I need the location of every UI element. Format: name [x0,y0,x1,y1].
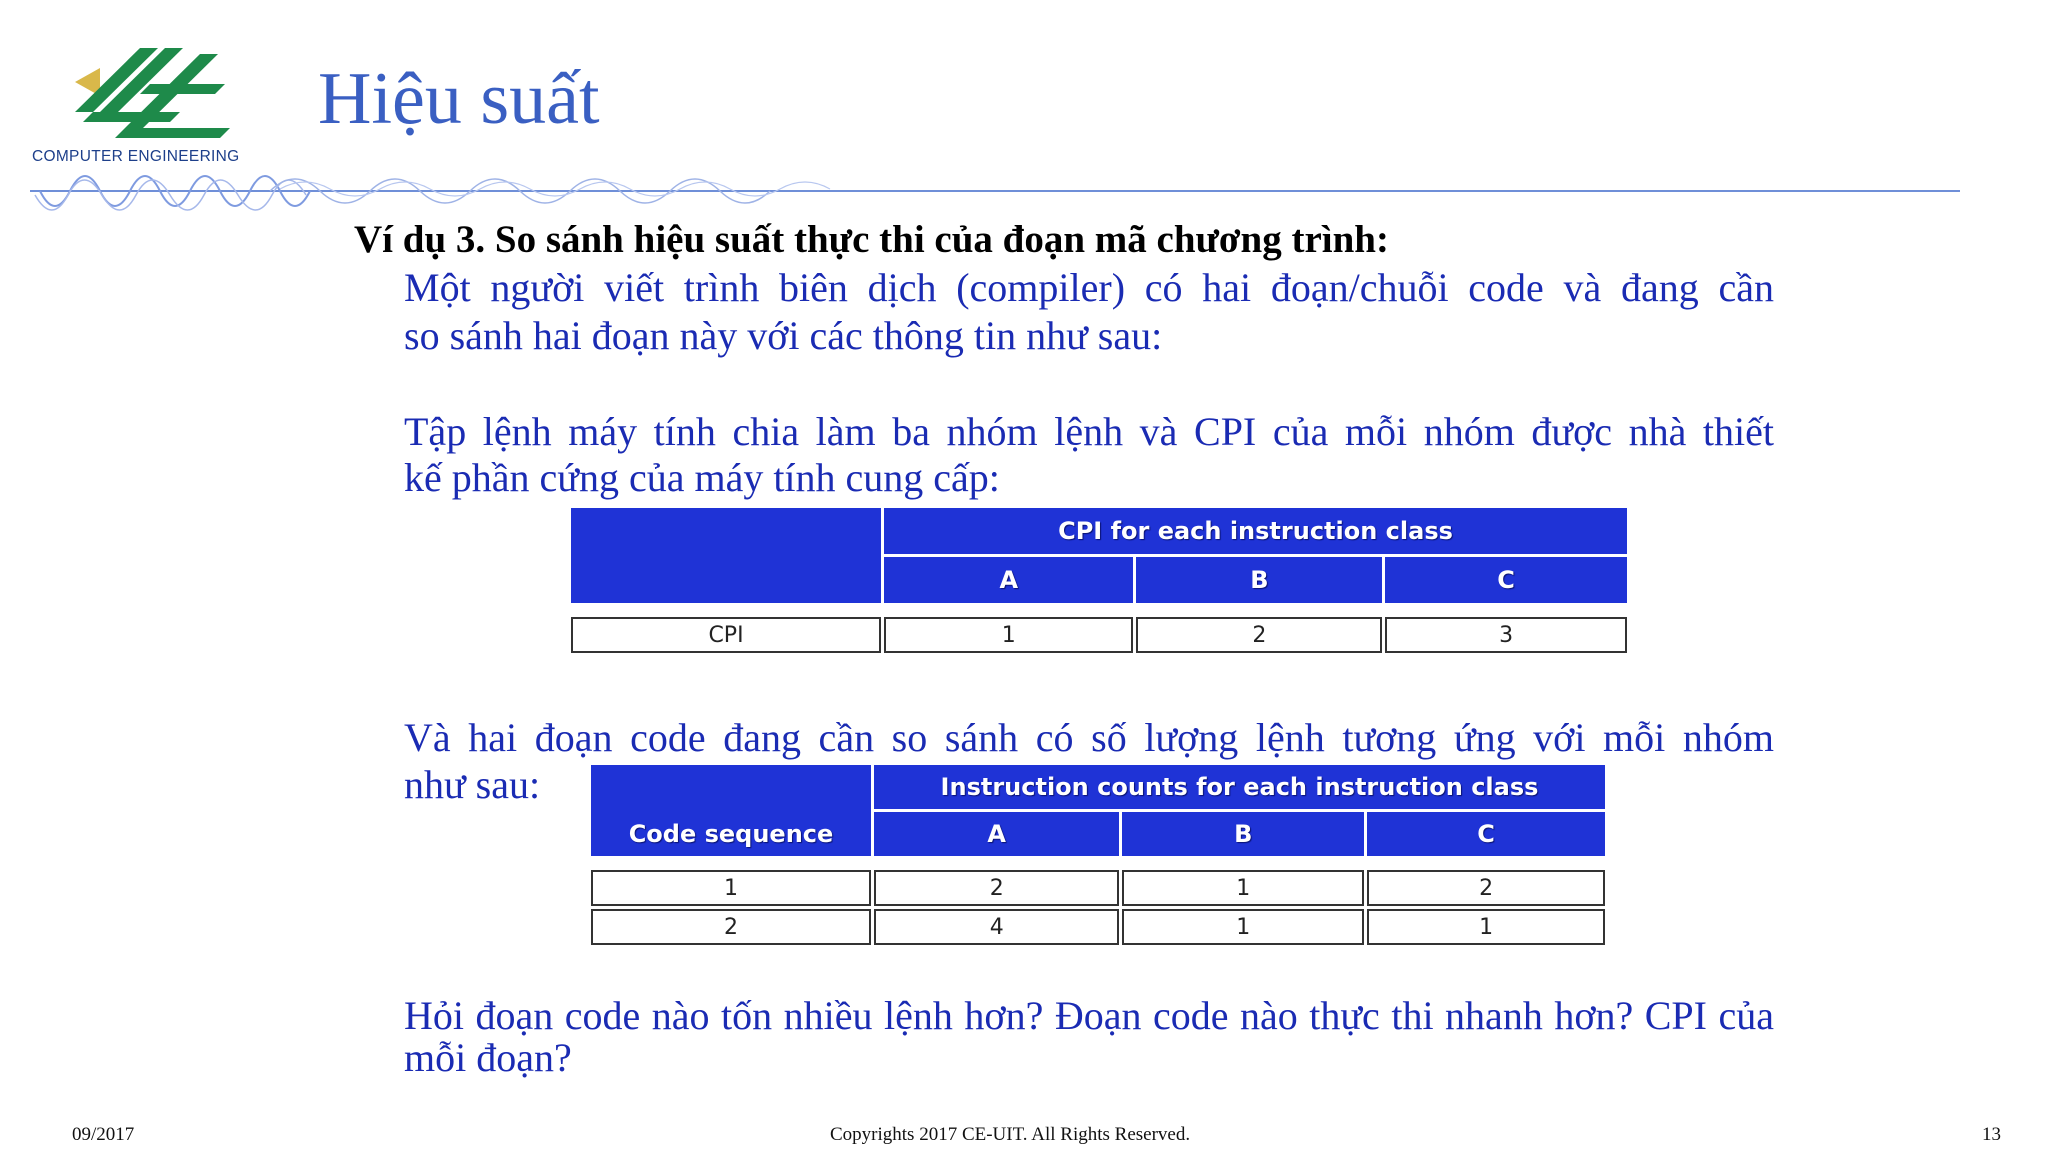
page-number: 13 [1982,1124,2001,1145]
footer-date: 09/2017 [72,1124,135,1145]
code-sequence-header: Code sequence [591,765,871,856]
count-a-cell: 4 [874,909,1119,945]
ce-logo-icon [30,24,280,164]
count-table-group-header: Instruction counts for each instruction class [874,765,1605,809]
count-c-cell: 1 [1367,909,1605,945]
count-b-cell: 1 [1122,909,1364,945]
paragraph-3-line-1: Và hai đoạn code đang cần so sánh có số lượng lệnh tương ứng với mỗi nhóm [404,715,1774,760]
footer-copyright: Copyrights 2017 CE-UIT. All Rights Reserved. [830,1124,1191,1145]
example-heading: Ví dụ 3. So sánh hiệu suất thực thi của đoạn mã chương trình: [354,218,1389,261]
count-b-cell: 1 [1122,870,1364,906]
paragraph-1-line-1: Một người viết trình biên dịch (compiler) có hai đoạn/chuỗi code và đang cần [404,265,1774,310]
count-col-c: C [1367,812,1605,856]
count-col-a: A [874,812,1119,856]
page-title: Hiệu suất [318,58,600,140]
seq-cell: 1 [591,870,871,906]
cpi-row-label: CPI [571,617,881,653]
cpi-value-a: 1 [884,617,1133,653]
cpi-value-b: 2 [1136,617,1382,653]
table-row [591,909,1605,945]
cpi-table-corner [571,508,881,603]
logo-text: COMPUTER ENGINEERING [32,148,240,165]
table-row [591,870,1605,906]
cpi-col-a: A [884,557,1133,603]
cpi-col-c: C [1385,557,1627,603]
cpi-table-group-header: CPI for each instruction class [884,508,1627,554]
count-a-cell: 2 [874,870,1119,906]
question-line-2: mỗi đoạn? [404,1035,572,1080]
seq-cell: 2 [591,909,871,945]
paragraph-2-line-1: Tập lệnh máy tính chia làm ba nhóm lệnh và CPI của mỗi nhóm được nhà thiết [404,409,1774,454]
paragraph-3-line-2: như sau: [404,762,541,807]
paragraph-2-line-2: kế phần cứng của máy tính cung cấp: [404,455,1000,500]
question-line-1: Hỏi đoạn code nào tốn nhiều lệnh hơn? Đoạn code nào thực thi nhanh hơn? CPI của [404,993,1774,1038]
spacer [571,606,1627,614]
count-col-b: B [1122,812,1364,856]
cpi-value-c: 3 [1385,617,1627,653]
instruction-count-table [588,762,1608,948]
cpi-table [568,505,1630,656]
cpi-col-b: B [1136,557,1382,603]
spacer [591,859,1605,867]
paragraph-1-line-2: so sánh hai đoạn này với các thông tin như sau: [404,313,1163,358]
count-c-cell: 2 [1367,870,1605,906]
